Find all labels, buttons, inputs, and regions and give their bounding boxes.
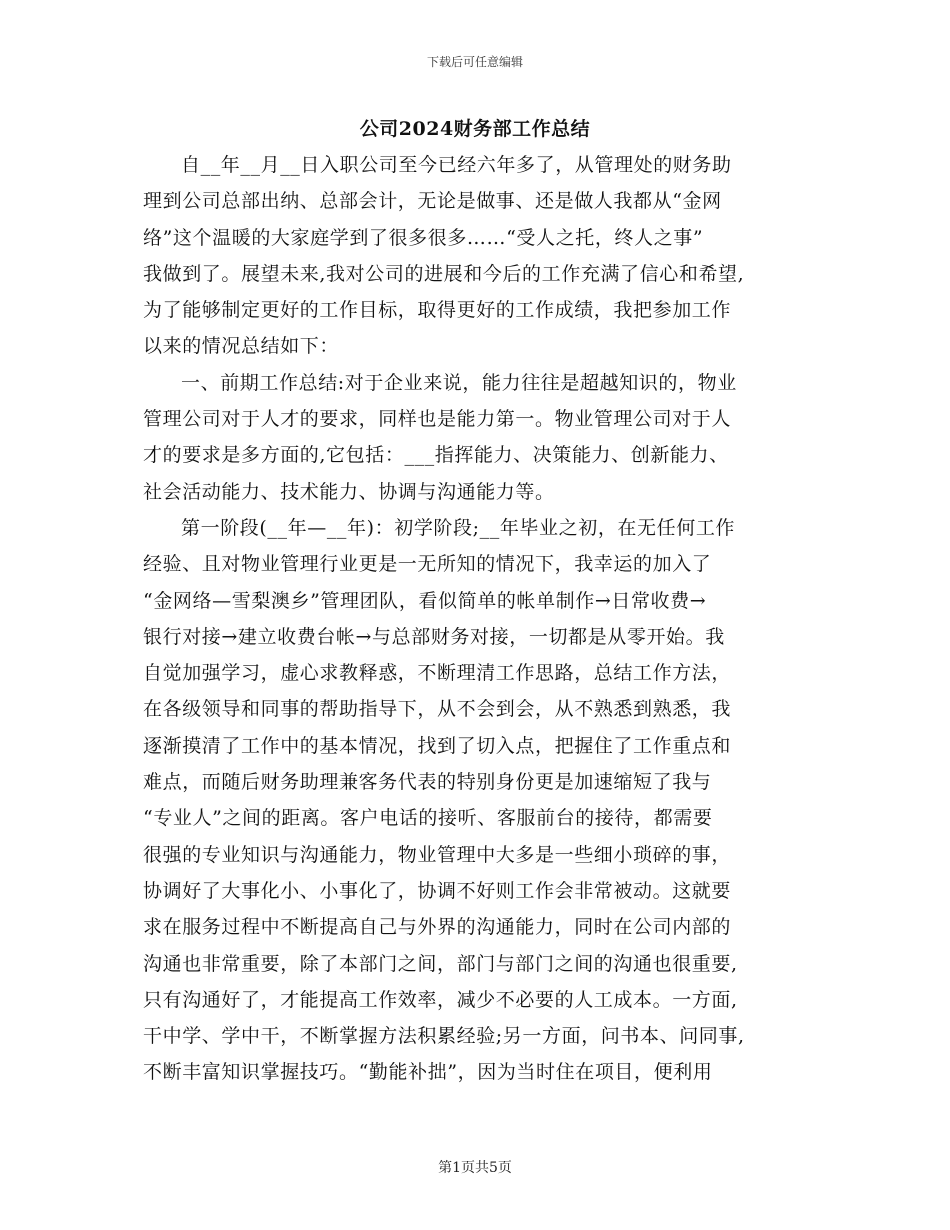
paragraph-line: 干中学、学中干，不断掌握方法积累经验;另一方面，问书本、问同事, — [143, 1025, 745, 1048]
paragraph-line: 难点，而随后财务助理兼客务代表的特别身份更是加速缩短了我与 — [143, 771, 712, 794]
document-title: 公司2024财务部工作总结 — [359, 118, 591, 140]
paragraph-line: 才的要求是多方面的,它包括：___指挥能力、决策能力、创新能力、 — [143, 444, 729, 467]
paragraph-line: 求在服务过程中不断提高自己与外界的沟通能力，同时在公司内部的 — [143, 916, 732, 939]
paragraph-line: 管理公司对于人才的要求，同样也是能力第一。物业管理公司对于人 — [143, 408, 732, 431]
paragraph-line: 在各级领导和同事的帮助指导下，从不会到会，从不熟悉到熟悉，我 — [143, 698, 732, 721]
paragraph-line: 为了能够制定更好的工作目标，取得更好的工作成绩，我把参加工作 — [143, 299, 732, 322]
header-note: 下载后可任意编辑 — [426, 55, 523, 69]
paragraph-line: 经验、且对物业管理行业更是一无所知的情况下，我幸运的加入了 — [143, 553, 712, 576]
document-body — [143, 147, 813, 1091]
paragraph-line: 银行对接→建立收费台帐→与总部财务对接，一切都是从零开始。我 — [143, 625, 725, 648]
paragraph-line: “专业人”之间的距离。客户电话的接听、客服前台的接待，都需要 — [143, 807, 713, 830]
paragraph-line: 自觉加强学习，虚心求教释惑，不断理清工作思路，总结工作方法， — [143, 662, 732, 685]
paragraph-line: 一、前期工作总结:对于企业来说，能力往往是超越知识的，物业 — [181, 371, 737, 394]
paragraph-line: 逐渐摸清了工作中的基本情况，找到了切入点，把握住了工作重点和 — [143, 734, 732, 757]
page-number: 第1页共5页 — [438, 1160, 512, 1176]
paragraph-line: 理到公司总部出纳、总部会计，无论是做事、还是做人我都从“金网 — [143, 190, 722, 213]
paragraph-line: 自__年__月__日入职公司至今已经六年多了，从管理处的财务助 — [181, 154, 732, 176]
paragraph-line: 很强的专业知识与沟通能力，物业管理中大多是一些细小琐碎的事， — [143, 843, 732, 866]
paragraph-line: 沟通也非常重要，除了本部门之间，部门与部门之间的沟通也很重要, — [143, 952, 738, 975]
paragraph-line: 我做到了。展望未来,我对公司的进展和今后的工作充满了信心和希望, — [143, 262, 745, 285]
paragraph-line: 协调好了大事化小、小事化了，协调不好则工作会非常被动。这就要 — [143, 879, 732, 902]
paragraph-line: 不断丰富知识掌握技巧。“勤能补拙”，因为当时住在项目，便利用 — [143, 1061, 713, 1084]
paragraph-line: 络”这个温暖的大家庭学到了很多很多……“受人之托，终人之事” — [143, 226, 704, 249]
paragraph-line: 社会活动能力、技术能力、协调与沟通能力等。 — [143, 480, 555, 503]
paragraph-line: 只有沟通好了，才能提高工作效率，减少不必要的人工成本。一方面, — [143, 988, 738, 1011]
paragraph-line: 第一阶段(__年—__年)：初学阶段;__年毕业之初，在无任何工作 — [181, 516, 736, 539]
paragraph-line: “金网络—雪梨澳乡”管理团队，看似简单的帐单制作→日常收费→ — [143, 589, 707, 612]
paragraph-line: 以来的情况总结如下： — [143, 335, 340, 358]
